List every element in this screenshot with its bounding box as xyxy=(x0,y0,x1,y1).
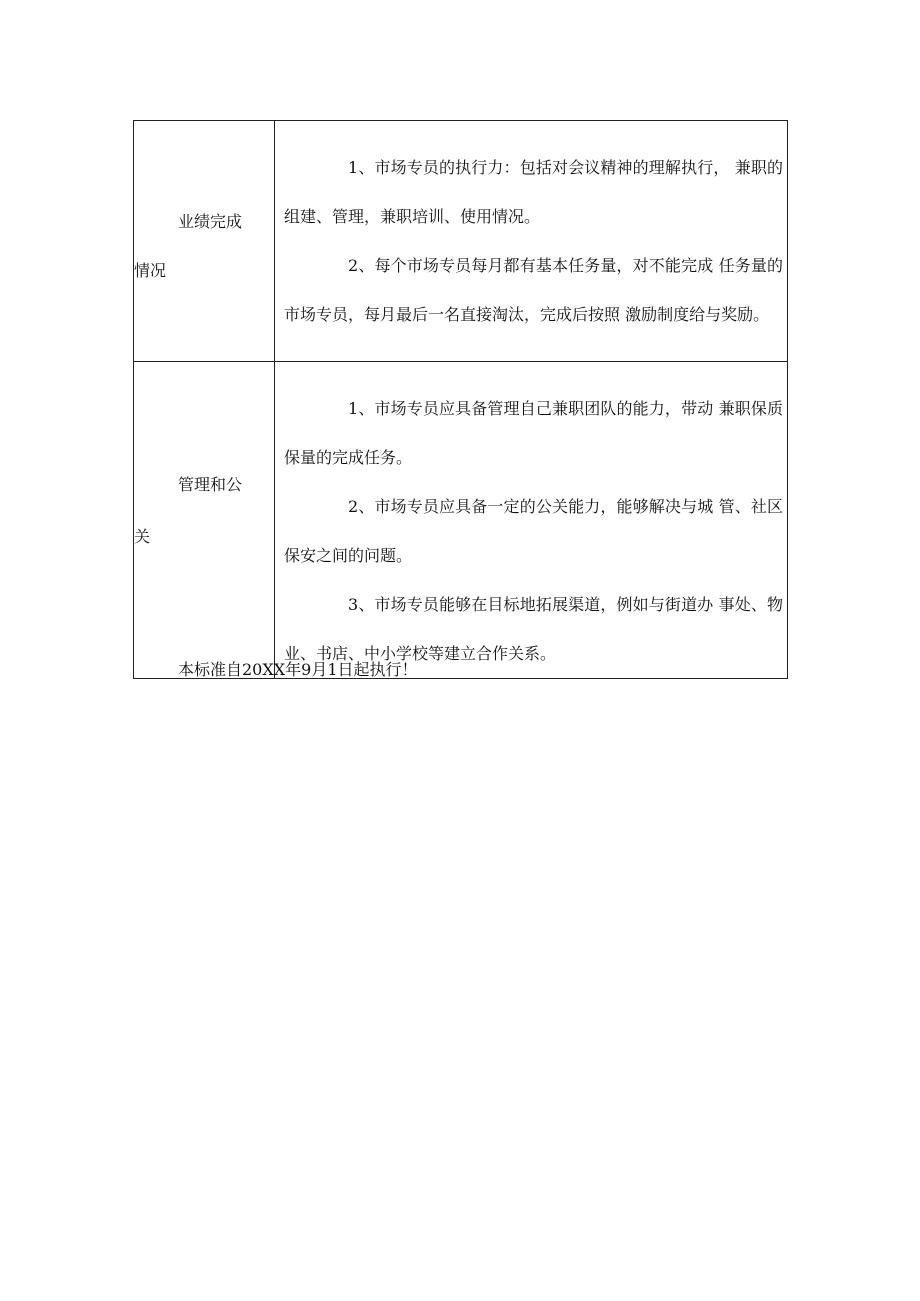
row-label-line2: 关 xyxy=(134,527,151,546)
table-row xyxy=(134,362,788,679)
content-paragraph: 3、市场专员能够在目标地拓展渠道，例如与街道办 事处、物业、书店、中小学校等建立合作关系。 xyxy=(284,595,783,663)
row-label-line1: 管理和公 xyxy=(178,475,243,494)
row-label-line1: 业绩完成 xyxy=(178,212,243,231)
content-paragraph: 2、每个市场专员每月都有基本任务量，对不能完成 任务量的市场专员，每月最后一名直接淘汰，完成后按照 激励制度给与奖励。 xyxy=(284,256,783,324)
row-label-line2: 情况 xyxy=(134,261,167,280)
row-content-cell xyxy=(275,362,788,679)
row-label-cell xyxy=(134,362,275,679)
row-content-cell xyxy=(275,121,788,362)
effective-date-note: 本标准自20XX年9月1日起执行！ xyxy=(178,660,418,679)
content-paragraph: 2、市场专员应具备一定的公关能力，能够解决与城 管、社区保安之间的问题。 xyxy=(284,497,783,565)
table-row xyxy=(134,121,788,362)
content-paragraph: 1、市场专员应具备管理自己兼职团队的能力，带动 兼职保质保量的完成任务。 xyxy=(284,399,783,467)
row-label-cell xyxy=(134,121,275,362)
content-paragraph: 1、市场专员的执行力：包括对会议精神的理解执行， 兼职的组建、管理，兼职培训、使用情况。 xyxy=(284,158,783,226)
standards-table xyxy=(133,120,788,679)
